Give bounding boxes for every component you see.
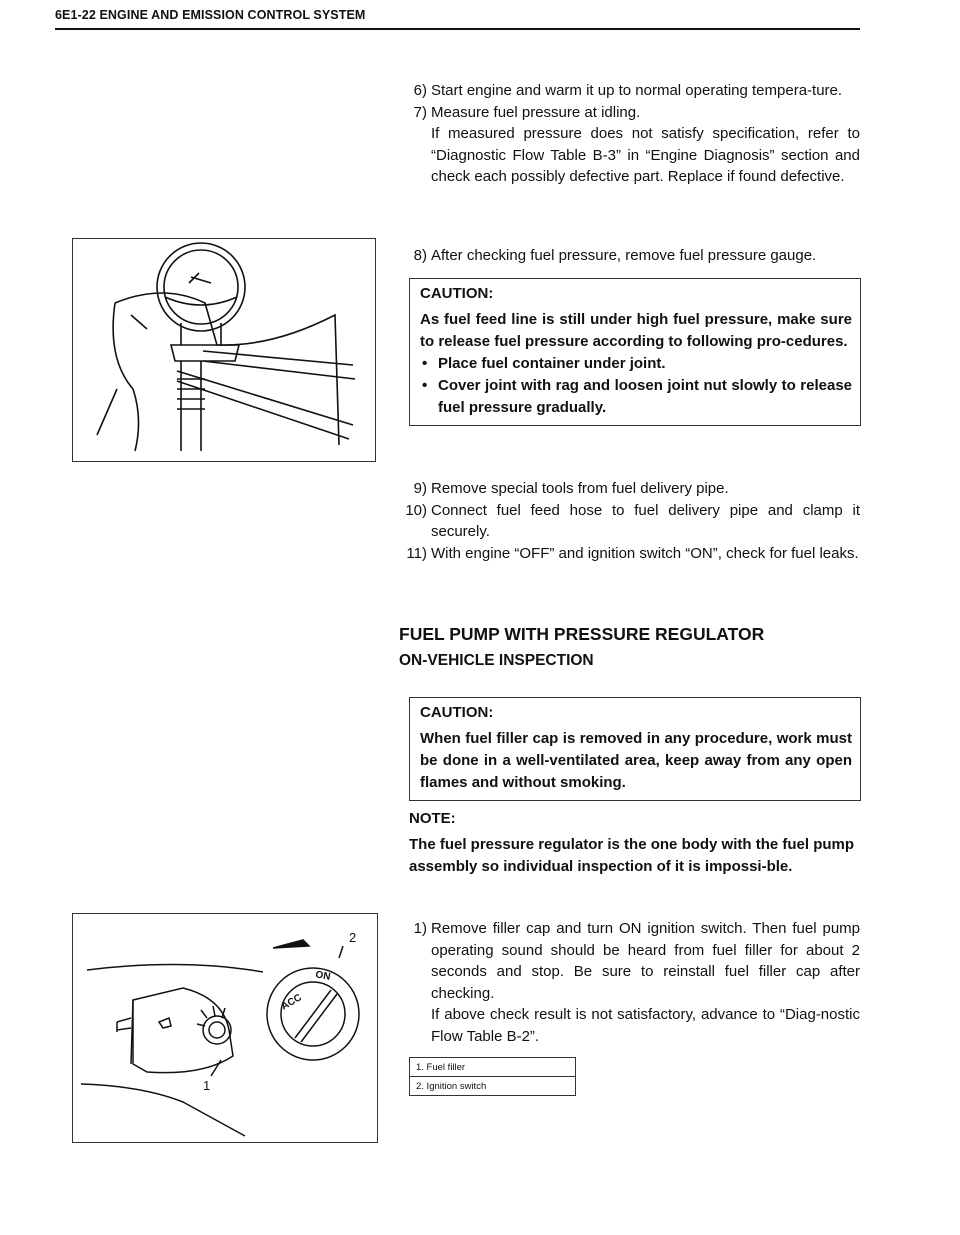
steps-top xyxy=(399,80,860,188)
step-text: Remove filler cap and turn ON ignition switch. Then fuel pump operating sound should be heard from fuel filler for about 2 seconds and stop. Be sure to reinstall fuel filler cap after checking. xyxy=(431,920,860,1002)
page-header: 6E1-22 ENGINE AND EMISSION CONTROL SYSTEM xyxy=(55,8,366,22)
caution-body: When fuel filler cap is removed in any procedure, work must be done in a well-ventilated area, keep away from any open flames and without smoking. xyxy=(420,730,852,791)
legend-row xyxy=(410,1058,576,1077)
step-number: 8) xyxy=(413,247,427,264)
step-number: 9) xyxy=(413,480,427,497)
note-title: NOTE: xyxy=(409,810,456,827)
step-bottom-wrap xyxy=(399,918,860,1048)
section-title: FUEL PUMP WITH PRESSURE REGULATOR xyxy=(399,624,765,644)
step-8-wrap xyxy=(399,245,860,267)
step-number: 7) xyxy=(413,103,427,121)
header-divider xyxy=(55,28,860,30)
step-number: 11) xyxy=(406,544,427,562)
callout-1: 1 xyxy=(203,1078,211,1093)
step-detail: If above check result is not satisfactory, advance to “Diag-nostic Flow Table B-2”. xyxy=(431,1006,860,1045)
legend-cell: 1. Fuel filler xyxy=(410,1058,576,1077)
note-block xyxy=(409,808,859,878)
legend-cell: 2. Ignition switch xyxy=(410,1077,576,1096)
figure-fuel-gauge-removal xyxy=(72,238,376,462)
dial-on-label: ON xyxy=(314,969,332,983)
step-text: Remove special tools from fuel delivery pipe. xyxy=(431,480,729,497)
step-text: Connect fuel feed hose to fuel delivery pipe and clamp it securely. xyxy=(431,501,860,541)
legend-row xyxy=(410,1077,576,1096)
ignition-filler-illustration xyxy=(73,914,377,1142)
step-text: With engine “OFF” and ignition switch “ON”, check for fuel leaks. xyxy=(431,544,859,562)
step-9 xyxy=(399,478,860,500)
caution-bullet: • Place fuel container under joint. xyxy=(420,353,852,375)
step-1 xyxy=(399,918,860,1048)
step-number: 6) xyxy=(413,82,427,99)
step-text: Measure fuel pressure at idling. xyxy=(431,103,641,121)
caution-title: CAUTION: xyxy=(420,285,494,302)
fuel-gauge-illustration xyxy=(73,239,375,461)
step-text: After checking fuel pressure, remove fuel pressure gauge. xyxy=(431,247,817,264)
dial-acc-label: ACC xyxy=(279,992,304,1013)
callout-2: 2 xyxy=(349,930,357,945)
caution-box-filler-cap xyxy=(409,697,861,801)
caution-body: As fuel feed line is still under high fuel pressure, make sure to release fuel pressure according to following pro-cedures. xyxy=(420,311,852,350)
caution-title: CAUTION: xyxy=(420,704,494,721)
legend-table xyxy=(409,1057,576,1096)
caution-bullet: • Cover joint with rag and loosen joint nut slowly to release fuel pressure gradually. xyxy=(420,375,852,419)
steps-mid xyxy=(399,478,860,564)
step-6 xyxy=(399,80,860,102)
step-detail: If measured pressure does not satisfy specification, refer to “Diagnostic Flow Table B-3” in “Engine Diagnosis” section and check each possibly defective part. Replace if found defective. xyxy=(431,125,860,186)
caution-box-fuel-pressure xyxy=(409,278,861,426)
step-11 xyxy=(399,543,860,565)
note-body: The fuel pressure regulator is the one body with the fuel pump assembly so individual inspection of it is impossi-ble. xyxy=(409,836,855,875)
step-number: 10) xyxy=(405,501,427,519)
step-text: Start engine and warm it up to normal operating tempera-ture. xyxy=(431,82,843,99)
figure-ignition-and-filler xyxy=(72,913,378,1143)
step-7 xyxy=(399,102,860,188)
section-subtitle: ON-VEHICLE INSPECTION xyxy=(399,652,594,669)
step-number: 1) xyxy=(413,920,427,937)
step-10 xyxy=(399,500,860,543)
step-8 xyxy=(399,245,860,267)
